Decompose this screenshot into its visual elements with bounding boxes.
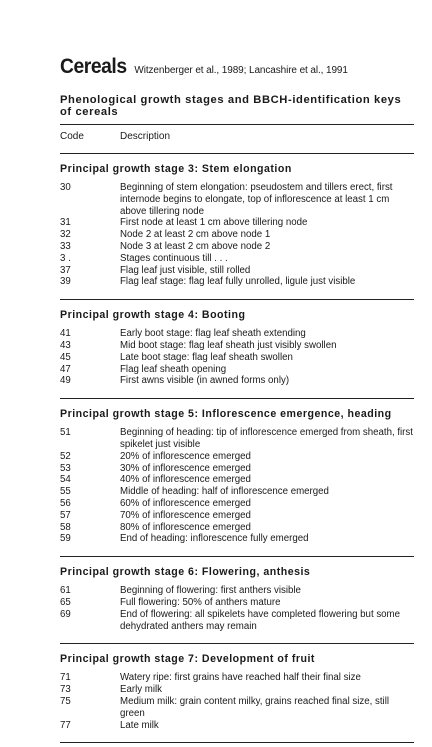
stage-code: 71 xyxy=(60,672,71,684)
stage-code: 65 xyxy=(60,596,71,608)
stage-description: Beginning of heading: tip of inflorescence emerged from sheath, first spikelet just visible xyxy=(120,427,413,450)
stage-section xyxy=(60,300,414,392)
column-header-description: Description xyxy=(120,131,171,142)
table-row xyxy=(60,241,414,253)
document-page xyxy=(60,55,414,743)
section-title: Principal growth stage 7: Development of fruit xyxy=(60,653,315,666)
section-title: Principal growth stage 5: Inflorescence emergence, heading xyxy=(60,408,392,421)
table-row xyxy=(60,672,414,684)
citation: Witzenberger et al., 1989; Lancashire et al., 1991 xyxy=(134,65,348,76)
stage-code: 58 xyxy=(60,521,71,533)
table-row xyxy=(60,720,414,732)
stage-code: 33 xyxy=(60,240,71,252)
table-row xyxy=(60,229,414,241)
table-row xyxy=(60,364,414,376)
stage-description: Node 2 at least 2 cm above node 1 xyxy=(120,229,271,241)
stage-description: 20% of inflorescence emerged xyxy=(120,450,251,462)
table-row xyxy=(60,427,414,451)
stage-description: Mid boot stage: flag leaf sheath just visibly swollen xyxy=(120,339,337,351)
stage-code: 30 xyxy=(60,182,71,193)
stage-description: Beginning of flowering: first anthers visible xyxy=(120,585,301,597)
stage-description: End of heading: inflorescence fully emerged xyxy=(120,533,309,545)
table-row xyxy=(60,182,414,217)
stage-code: 56 xyxy=(60,497,71,509)
table-row xyxy=(60,340,414,352)
stage-description: Node 3 at least 2 cm above node 2 xyxy=(120,240,271,252)
table-row xyxy=(60,585,414,597)
stage-description: Late milk xyxy=(120,719,159,731)
stage-section xyxy=(60,154,414,293)
stage-code: 52 xyxy=(60,450,71,462)
stage-description: First awns visible (in awned forms only) xyxy=(120,375,290,387)
stage-code: 75 xyxy=(60,695,71,707)
stage-section xyxy=(60,399,414,550)
stage-code: 61 xyxy=(60,585,71,597)
stage-code: 45 xyxy=(60,351,71,363)
stage-description: Medium milk: grain content milky, grains reached final size, still green xyxy=(120,695,390,719)
table-row xyxy=(60,276,414,288)
stage-description: Flag leaf sheath opening xyxy=(120,363,227,375)
section-title: Principal growth stage 3: Stem elongation xyxy=(60,163,292,175)
table-row xyxy=(60,352,414,364)
stage-description: Late boot stage: flag leaf sheath swollen xyxy=(120,351,293,363)
table-row xyxy=(60,510,414,522)
stage-description: End of flowering: all spikelets have completed flowering but some dehydrated anthers may remain xyxy=(120,608,401,632)
stage-code: 37 xyxy=(60,264,71,276)
stage-description: Watery ripe: first grains have reached half their final size xyxy=(120,672,361,684)
stage-code: 41 xyxy=(60,328,71,340)
stage-code: 32 xyxy=(60,229,71,241)
table-row xyxy=(60,522,414,534)
column-header xyxy=(60,125,414,147)
table-row xyxy=(60,375,414,387)
table-row xyxy=(60,474,414,486)
stage-description: Flag leaf just visible, still rolled xyxy=(120,264,251,276)
table-row xyxy=(60,253,414,265)
table-row xyxy=(60,463,414,475)
stage-code: 69 xyxy=(60,608,71,620)
stage-description: 80% of inflorescence emerged xyxy=(120,521,251,533)
table-row xyxy=(60,609,414,633)
table-row xyxy=(60,486,414,498)
sections-container xyxy=(60,154,414,743)
stage-code: 3 . xyxy=(60,252,71,264)
table-row xyxy=(60,597,414,609)
section-rule xyxy=(60,742,414,743)
stage-section xyxy=(60,557,414,637)
stage-code: 31 xyxy=(60,217,71,229)
table-row xyxy=(60,265,414,277)
stage-code: 53 xyxy=(60,462,71,474)
stage-code: 73 xyxy=(60,684,71,696)
stage-code: 54 xyxy=(60,474,71,486)
page-title: Cereals xyxy=(60,55,127,78)
stage-code: 59 xyxy=(60,533,71,545)
section-title: Principal growth stage 4: Booting xyxy=(60,309,246,322)
stage-description: Early milk xyxy=(120,684,162,696)
column-header-code: Code xyxy=(60,131,84,142)
stage-description: Early boot stage: flag leaf sheath extending xyxy=(120,328,306,340)
table-row xyxy=(60,696,414,720)
stage-section xyxy=(60,644,414,736)
stage-description: Beginning of stem elongation: pseudostem and tillers erect, first internode begins to elongate, top of inflorescence at least 1 cm above tillering node xyxy=(120,182,393,217)
stage-code: 55 xyxy=(60,486,71,498)
stage-description: 30% of inflorescence emerged xyxy=(120,462,251,474)
table-row xyxy=(60,498,414,510)
stage-code: 47 xyxy=(60,363,71,375)
stage-description: Full flowering: 50% of anthers mature xyxy=(120,596,281,608)
title-row xyxy=(60,55,414,79)
stage-description: Flag leaf stage: flag leaf fully unrolled, ligule just visible xyxy=(120,276,356,288)
table-row xyxy=(60,684,414,696)
stage-code: 57 xyxy=(60,509,71,521)
stage-description: First node at least 1 cm above tillering node xyxy=(120,217,308,229)
table-row xyxy=(60,217,414,229)
table-row xyxy=(60,533,414,545)
stage-code: 77 xyxy=(60,719,71,731)
table-row xyxy=(60,328,414,340)
section-title: Principal growth stage 6: Flowering, anthesis xyxy=(60,566,311,579)
stage-description: 60% of inflorescence emerged xyxy=(120,497,251,509)
stage-code: 39 xyxy=(60,276,71,288)
table-caption: Phenological growth stages and BBCH-identification keys of cereals xyxy=(60,94,402,118)
stage-code: 49 xyxy=(60,375,71,387)
stage-description: Stages continuous till . . . xyxy=(120,252,228,264)
stage-code: 51 xyxy=(60,427,71,439)
stage-description: 40% of inflorescence emerged xyxy=(120,474,251,486)
stage-code: 43 xyxy=(60,339,71,351)
stage-description: 70% of inflorescence emerged xyxy=(120,509,251,521)
stage-description: Middle of heading: half of inflorescence emerged xyxy=(120,486,329,498)
table-row xyxy=(60,451,414,463)
